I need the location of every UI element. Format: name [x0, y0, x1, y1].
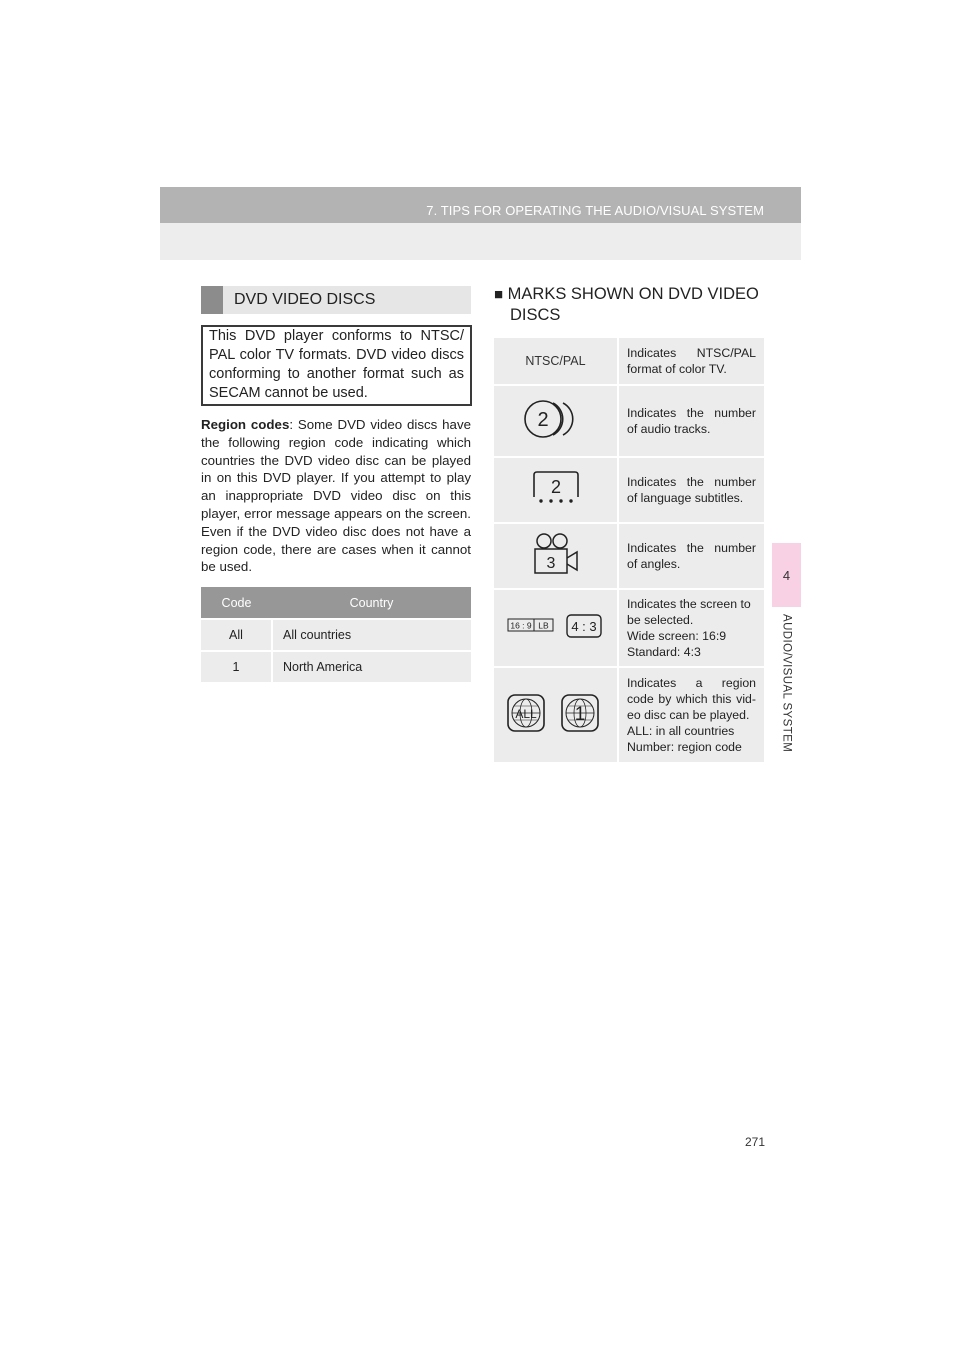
description-cell	[618, 667, 764, 762]
mark-cell	[494, 457, 618, 523]
description-cell	[618, 457, 764, 523]
table-row	[494, 385, 764, 457]
ntsc-pal-mark: NTSC/PAL	[525, 354, 586, 368]
table-row	[201, 651, 471, 682]
mark-cell	[494, 667, 618, 762]
table-cell-code: All	[201, 619, 272, 651]
table-row	[494, 457, 764, 523]
description-cell	[618, 337, 764, 385]
description-line: Indicates a region	[627, 676, 756, 690]
description-line: Number: region code	[627, 740, 742, 754]
page-number: 271	[745, 1135, 766, 1149]
wide-screen-mark: 16 : 9	[509, 620, 532, 630]
table-row	[494, 589, 764, 667]
description-line: Indicates the number	[627, 406, 756, 420]
table-row	[494, 337, 764, 385]
table-cell-code: 1	[201, 651, 272, 682]
notice-box	[201, 325, 472, 406]
subtitles-icon	[531, 471, 581, 505]
region-all-icon	[508, 695, 544, 731]
table-header-country: Country	[272, 587, 471, 619]
description-cell	[618, 385, 764, 457]
description-line: be selected.	[627, 613, 694, 627]
description-cell	[618, 523, 764, 589]
angles-camera-icon	[531, 532, 581, 576]
table-row	[494, 523, 764, 589]
mark-cell	[494, 385, 618, 457]
table-cell-country: North America	[272, 651, 471, 682]
description-line: Indicates the number	[627, 475, 756, 489]
table-header-row	[201, 587, 471, 619]
region-number-icon	[562, 695, 598, 731]
description-line: of language subtitles.	[627, 491, 744, 505]
region-codes-paragraph	[201, 416, 471, 576]
subtitles-number: 2	[550, 476, 561, 497]
section-heading	[201, 286, 471, 314]
region-codes-text: : Some DVD video discs have the following region code indicating which countries the DVD video disc can be played in on this DVD player. If you attempt to play an inappropriate DVD video disc on this player, error message appears on the screen. Even if the DVD video disc does not have a region code, there are cases when it cannot be used.	[201, 417, 471, 575]
region-code-icon	[506, 692, 606, 734]
description-line: eo disc can be played.	[627, 708, 750, 722]
page-header	[160, 187, 801, 260]
standard-screen-mark: 4 : 3	[570, 618, 597, 634]
chapter-title: 7. TIPS FOR OPERATING THE AUDIO/VISUAL SYSTEM	[426, 203, 764, 218]
marks-table	[494, 336, 764, 762]
notice-text: This DVD player conforms to NTSC/ PAL color TV formats. DVD video discs conforming to another format such as SECAM cannot be used.	[209, 328, 464, 401]
description-line: Indicates the number	[627, 541, 756, 555]
table-row	[494, 667, 764, 762]
screen-format-icon	[506, 611, 606, 641]
mark-cell	[494, 589, 618, 667]
mark-cell	[494, 337, 618, 385]
table-cell-country: All countries	[272, 619, 471, 651]
description-line: ALL: in all countries	[627, 724, 735, 738]
description-line: Standard: 4:3	[627, 645, 701, 659]
marks-heading	[494, 284, 774, 325]
table-header-code: Code	[201, 587, 272, 619]
audio-tracks-icon	[521, 397, 591, 441]
marks-heading-line1: MARKS SHOWN ON DVD VIDEO	[507, 285, 759, 303]
header-band	[160, 187, 801, 223]
angles-number: 3	[546, 554, 555, 572]
audio-tracks-number: 2	[536, 408, 549, 431]
chapter-tab	[772, 543, 801, 607]
chapter-number: 4	[782, 567, 791, 583]
description-line: Wide screen: 16:9	[627, 629, 727, 643]
description-cell	[618, 589, 764, 667]
description-line: Indicates NTSC/PAL	[627, 346, 756, 360]
region-all-text: ALL	[514, 706, 537, 721]
section-heading-text: DVD VIDEO DISCS	[234, 291, 376, 308]
description-line: Indicates the screen to	[627, 597, 751, 611]
bullet-icon: ■	[494, 286, 504, 303]
marks-heading-line2: DISCS	[510, 306, 561, 324]
letterbox-mark: LB	[537, 620, 549, 630]
description-line: format of color TV.	[627, 362, 727, 376]
section-heading-bar	[201, 286, 223, 314]
region-number-text: 1	[574, 703, 585, 725]
region-codes-label: Region codes	[201, 417, 290, 432]
table-row	[201, 619, 471, 651]
mark-cell	[494, 523, 618, 589]
chapter-side-label: AUDIO/VISUAL SYSTEM	[780, 614, 793, 753]
region-code-table	[201, 587, 471, 682]
description-line: of audio tracks.	[627, 422, 711, 436]
description-line: code by which this vid-	[627, 692, 756, 706]
description-line: of angles.	[627, 557, 681, 571]
